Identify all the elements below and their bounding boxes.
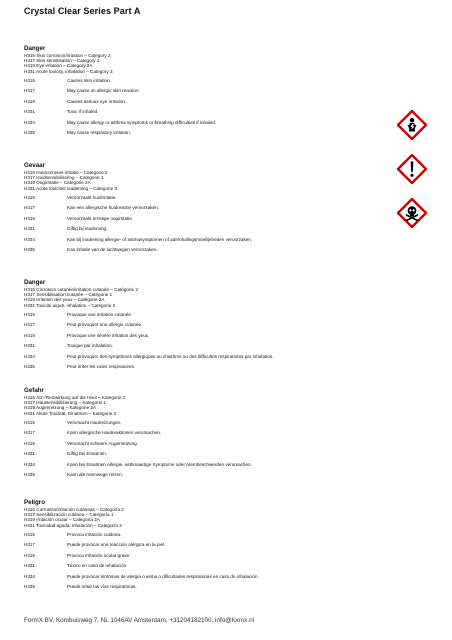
hazard-code: H334 [24, 573, 35, 579]
hazard-statement-text: Peut provoquer des symptômes allergiques ou d'asthme ou des difficultés respiratoires par inhalation. [67, 353, 274, 359]
hazard-statement-row [24, 441, 444, 446]
hazard-statement-text: Causes skin irritation. [67, 77, 111, 83]
hazard-section [24, 161, 444, 252]
hazard-statement-row [24, 312, 444, 317]
hazard-classification-line: H331 Acute toxiciteit inademing – Categorie 3 [24, 185, 117, 191]
hazard-statement-row [24, 584, 444, 589]
hazard-statement-text: Verursacht Hautreizungen. [67, 419, 122, 425]
hazard-statement-text: Toxic if inhaled. [67, 109, 99, 115]
hazard-code: H319 [24, 332, 35, 338]
hazard-code: H335 [24, 584, 35, 590]
hazard-statement-row [24, 451, 444, 456]
hazard-code: H331 [24, 343, 35, 349]
hazard-statement-row [24, 333, 444, 338]
hazard-classification-line: H317 Huidsensibilisering – Categorie 1 [24, 175, 104, 181]
hazard-classification-line: H315 Huidcorrosie/-irritatie – Categorie 2 [24, 170, 108, 175]
hazard-statement-row [24, 553, 444, 558]
hazard-statement-row [24, 247, 444, 252]
hazard-statement-row [24, 364, 444, 369]
hazard-classification-line: H317 Skin sensitisation – Category 1 [24, 58, 100, 64]
hazard-classification-line: H319 Irritación ocular – Categoría 2A [24, 517, 100, 523]
hazard-code: H315 [24, 531, 35, 537]
hazard-statement-row [24, 195, 444, 200]
hazard-code: H317 [24, 322, 35, 328]
hazard-statement-row [24, 226, 444, 231]
hazard-code: H319 [24, 215, 35, 221]
hazard-statement-text: Peut provoquer une allergie cutanée. [67, 322, 143, 328]
hazard-statement-text: Veroorzaakt huidirritatie. [67, 194, 117, 200]
hazard-statement-row [24, 420, 444, 425]
hazard-code: H331 [24, 451, 35, 457]
hazard-statement-text: Provoque une sévère irritation des yeux. [67, 332, 150, 338]
hazard-statement-text: Verursacht schwere Augenreizung. [67, 440, 138, 446]
hazard-classification-line: H331 Acute toxicity, inhalation – Category 3 [24, 68, 113, 74]
hazard-statement-text: Puede provocar síntomas de alergia o asma o dificultades respiratorias en caso de inhalación. [67, 573, 259, 579]
hazard-classification-line: H319 Eye irritation – Category 2A [24, 63, 93, 69]
hazard-section [24, 278, 444, 369]
hazard-statement-row [24, 205, 444, 210]
hazard-statement-row [24, 120, 444, 125]
hazard-code: H334 [24, 119, 35, 125]
hazard-statement-text: Tóxico en caso de inhalación. [67, 563, 128, 569]
hazard-code: H331 [24, 109, 35, 115]
hazard-code: H319 [24, 440, 35, 446]
hazard-statement-row [24, 237, 444, 242]
signal-word-heading: Peligro [24, 499, 45, 506]
hazard-statement-row [24, 430, 444, 435]
hazard-code: H317 [24, 205, 35, 211]
hazard-statement-text: Toxique par inhalation. [67, 343, 113, 349]
hazard-section [24, 386, 444, 477]
hazard-code: H319 [24, 98, 35, 104]
signal-word-heading: Gevaar [24, 162, 45, 169]
hazard-statement-row [24, 88, 444, 93]
hazard-statement-text: Kann bei Einatmen Allergie, asthmaartige Symptome oder Atembeschwerden verursachen. [67, 461, 252, 467]
hazard-code: H335 [24, 364, 35, 370]
footer-contact: FormX BV, Kombuisweg 7, NL 1046AV Amsterdam, +31204182100, info@formx.nl [24, 617, 254, 624]
hazard-statement-text: Puede provocar una reacción alérgica en la piel. [67, 542, 166, 548]
hazard-classification-line: H319 Oogirritatie – Categorie 2A [24, 180, 91, 186]
hazard-classification-line: H315 Skin corrosion/irritation – Category 2 [24, 53, 111, 58]
hazard-statement-row [24, 216, 444, 221]
signal-word-heading: Gefahr [24, 387, 44, 394]
hazard-statement-row [24, 109, 444, 114]
hazard-statement-text: Puede irritar las vías respiratorias. [67, 584, 137, 590]
hazard-statement-text: Kann allergische Hautreaktionen verursachen. [67, 430, 162, 436]
hazard-code: H335 [24, 472, 35, 478]
health-hazard-icon [397, 110, 427, 140]
hazard-statement-row [24, 78, 444, 83]
hazard-classification-line: H317 Hautsensibilisierung – Kategorie 1 [24, 400, 106, 406]
hazard-classification-line: H331 Toxicité aiguë, inhalation – Catégorie 3 [24, 302, 116, 308]
hazard-code: H331 [24, 226, 35, 232]
hazard-code: H334 [24, 461, 35, 467]
hazard-classification-line: H319 Augenreizung – Kategorie 2A [24, 405, 97, 411]
hazard-statement-row [24, 563, 444, 568]
hazard-statement-row [24, 99, 444, 104]
hazard-classification-line: H331 Akute Toxizität, Einatmen – Kategorie 3 [24, 410, 117, 416]
hazard-code: H335 [24, 130, 35, 136]
hazard-statement-row [24, 542, 444, 547]
hazard-statement-text: Giftig bei Einatmen. [67, 451, 108, 457]
hazard-classification-line: H317 Sensibilisation cutanée – Catégorie 1 [24, 292, 113, 298]
hazard-classification-line: H319 Irritation des yeux – Catégorie 2A [24, 297, 105, 303]
hazard-statement-text: May cause an allergic skin reaction. [67, 88, 140, 94]
exclamation-mark-icon [397, 154, 427, 184]
ghs-pictograms [383, 110, 443, 228]
hazard-statement-text: Provoca irritación ocular grave. [67, 552, 131, 558]
hazard-classification-line: H331 Toxicidad aguda, inhalación – Categoría 3 [24, 522, 122, 528]
hazard-statement-text: Kan irritatie van de luchtwegen veroorzaken. [67, 247, 158, 253]
hazard-statement-text: Kan bij inademing allergie- of astmasymptomen of ademhalingsmoeilijkheden veroorzaken. [67, 236, 253, 242]
skull-crossbones-icon [397, 198, 427, 228]
hazard-code: H315 [24, 311, 35, 317]
hazard-code: H317 [24, 542, 35, 548]
hazard-statement-text: Kann die Atemwege reizen. [67, 472, 123, 478]
hazard-classification-line: H315 Ätz-/Reizwirkung auf die Haut – Kategorie 2 [24, 395, 126, 400]
hazard-statement-text: May cause respiratory irritation. [67, 130, 132, 136]
hazard-classification-line: H315 Corrosión/irritación cutáneas – Categoría 2 [24, 507, 124, 512]
hazard-statement-text: Provoca irritación cutánea. [67, 531, 122, 537]
hazard-section [24, 44, 444, 135]
hazard-code: H334 [24, 236, 35, 242]
hazard-code: H317 [24, 88, 35, 94]
hazard-code: H334 [24, 353, 35, 359]
hazard-code: H331 [24, 563, 35, 569]
hazard-statement-text: Veroorzaakt ernstige oogirritatie. [67, 215, 134, 221]
signal-word-heading: Danger [24, 45, 46, 52]
hazard-code: H315 [24, 194, 35, 200]
hazard-statement-text: Kan een allergische huidreactie veroorzaken. [67, 205, 159, 211]
hazard-statement-row [24, 532, 444, 537]
hazard-code: H319 [24, 552, 35, 558]
hazard-statement-text: May cause allergy or asthma symptoms or breathing difficulties if inhaled. [67, 119, 217, 125]
hazard-statement-row [24, 574, 444, 579]
hazard-statement-text: Giftig bij inademing. [67, 226, 108, 232]
hazard-code: H335 [24, 247, 35, 253]
hazard-statement-text: Provoque une irritation cutanée. [67, 311, 133, 317]
document-title: Crystal Clear Series Part A [24, 6, 141, 16]
hazard-statement-row [24, 462, 444, 467]
hazard-section [24, 498, 444, 589]
hazard-statement-row [24, 354, 444, 359]
hazard-statement-text: Causes serious eye irritation. [67, 98, 127, 104]
hazard-statement-row [24, 130, 444, 135]
hazard-code: H315 [24, 77, 35, 83]
hazard-statement-row [24, 322, 444, 327]
hazard-classification-line: H317 Sensibilización cutánea – Categoría 1 [24, 512, 114, 518]
hazard-statement-row [24, 472, 444, 477]
hazard-code: H317 [24, 430, 35, 436]
hazard-classification-line: H315 Corrosion cutanée/irritation cutanée – Catégorie 2 [24, 287, 138, 292]
hazard-statement-text: Peut irriter les voies respiratoires. [67, 364, 136, 370]
hazard-code: H315 [24, 419, 35, 425]
signal-word-heading: Danger [24, 279, 46, 286]
hazard-statement-row [24, 343, 444, 348]
